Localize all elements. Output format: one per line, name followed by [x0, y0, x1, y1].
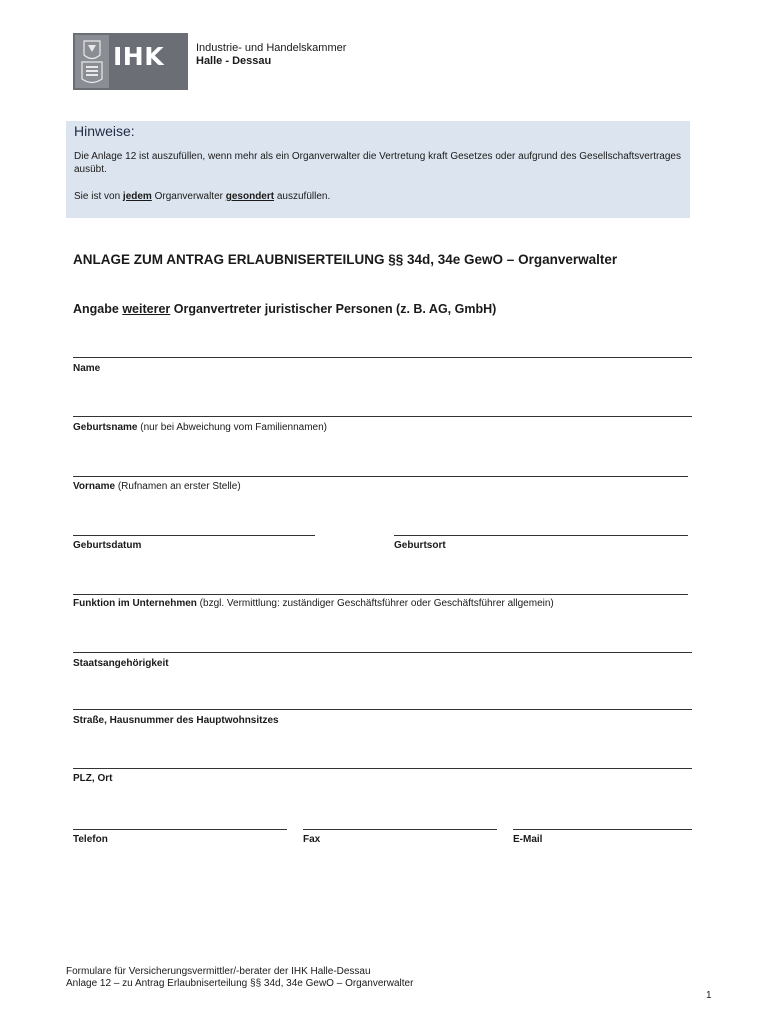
- function-label-text: Funktion im Unternehmen: [73, 598, 197, 609]
- street-label-text: Straße, Hausnummer des Hauptwohnsitzes: [73, 715, 279, 726]
- notes-p2-emphasis-2: gesondert: [225, 191, 275, 202]
- phone-label-text: Telefon: [73, 834, 108, 845]
- subtitle-text-2: Organvertreter juristischer Personen (z. B. AG, GmbH): [170, 302, 497, 316]
- organization-name: [196, 42, 346, 68]
- first-name-hint: (Rufnamen an erster Stelle): [115, 481, 241, 492]
- subtitle-text-1: Angabe: [73, 302, 123, 316]
- footer: [66, 966, 413, 990]
- zip-city-field[interactable]: [73, 768, 692, 769]
- birth-place-label: [394, 540, 446, 551]
- email-field[interactable]: [513, 829, 692, 830]
- nationality-field[interactable]: [73, 652, 692, 653]
- footer-line-1: Formulare für Versicherungsvermittler/-berater der IHK Halle-Dessau: [66, 966, 371, 977]
- page-number: 1: [706, 990, 712, 1001]
- notes-p2-text-3: auszufüllen.: [274, 191, 331, 202]
- birth-place-field[interactable]: [394, 535, 688, 536]
- name-field[interactable]: [73, 357, 692, 358]
- email-label-text: E-Mail: [513, 834, 543, 845]
- birth-name-hint: (nur bei Abweichung vom Familiennamen): [137, 422, 328, 433]
- org-line-1: Industrie- und Handelskammer: [196, 42, 347, 54]
- notes-paragraph-2: [74, 191, 330, 202]
- fax-label-text: Fax: [303, 834, 321, 845]
- birth-date-field[interactable]: [73, 535, 315, 536]
- name-label: [73, 363, 100, 374]
- first-name-label-text: Vorname: [73, 481, 116, 492]
- nationality-label: [73, 658, 169, 669]
- org-line-2: Halle - Dessau: [196, 55, 272, 67]
- ihk-logo: [73, 33, 188, 90]
- page-subtitle: [73, 302, 496, 316]
- function-label: [73, 598, 554, 609]
- fax-label: [303, 834, 320, 845]
- zip-city-label: [73, 773, 112, 784]
- street-label: [73, 715, 279, 726]
- notes-p2-text-1: Sie ist von: [74, 191, 123, 202]
- first-name-field[interactable]: [73, 476, 688, 477]
- notes-heading: Hinweise:: [74, 123, 135, 139]
- email-label: [513, 834, 542, 845]
- phone-field[interactable]: [73, 829, 287, 830]
- page-title: ANLAGE ZUM ANTRAG ERLAUBNISERTEILUNG §§ 34d, 34e GewO – Organverwalter: [73, 252, 618, 267]
- notes-paragraph-1: Die Anlage 12 ist auszufüllen, wenn mehr als ein Organverwalter die Vertretung kraft Gesetzes oder aufgrund des Gesellschaftsvertrages ausübt.: [74, 151, 681, 175]
- footer-line-2: Anlage 12 – zu Antrag Erlaubniserteilung §§ 34d, 34e GewO – Organverwalter: [66, 978, 414, 989]
- function-field[interactable]: [73, 594, 688, 595]
- birth-place-label-text: Geburtsort: [394, 540, 446, 551]
- street-field[interactable]: [73, 709, 692, 710]
- nationality-label-text: Staatsangehörigkeit: [73, 658, 169, 669]
- zip-city-label-text: PLZ, Ort: [73, 773, 113, 784]
- phone-label: [73, 834, 108, 845]
- logo-text: IHK: [113, 42, 165, 71]
- birth-name-label-text: Geburtsname: [73, 422, 138, 433]
- first-name-label: [73, 481, 241, 492]
- fax-field[interactable]: [303, 829, 497, 830]
- name-label-text: Name: [73, 363, 101, 374]
- birth-name-field[interactable]: [73, 416, 692, 417]
- birth-date-label-text: Geburtsdatum: [73, 540, 142, 551]
- function-hint: (bzgl. Vermittlung: zuständiger Geschäftsführer oder Geschäftsführer allgemein): [196, 598, 554, 609]
- notes-p2-text-2: Organverwalter: [151, 191, 226, 202]
- birth-name-label: [73, 422, 327, 433]
- birth-date-label: [73, 540, 141, 551]
- notes-box: [66, 121, 690, 218]
- subtitle-underlined: weiterer: [122, 302, 171, 316]
- notes-p2-emphasis-1: jedem: [122, 191, 152, 202]
- coat-of-arms-icon: [75, 35, 109, 88]
